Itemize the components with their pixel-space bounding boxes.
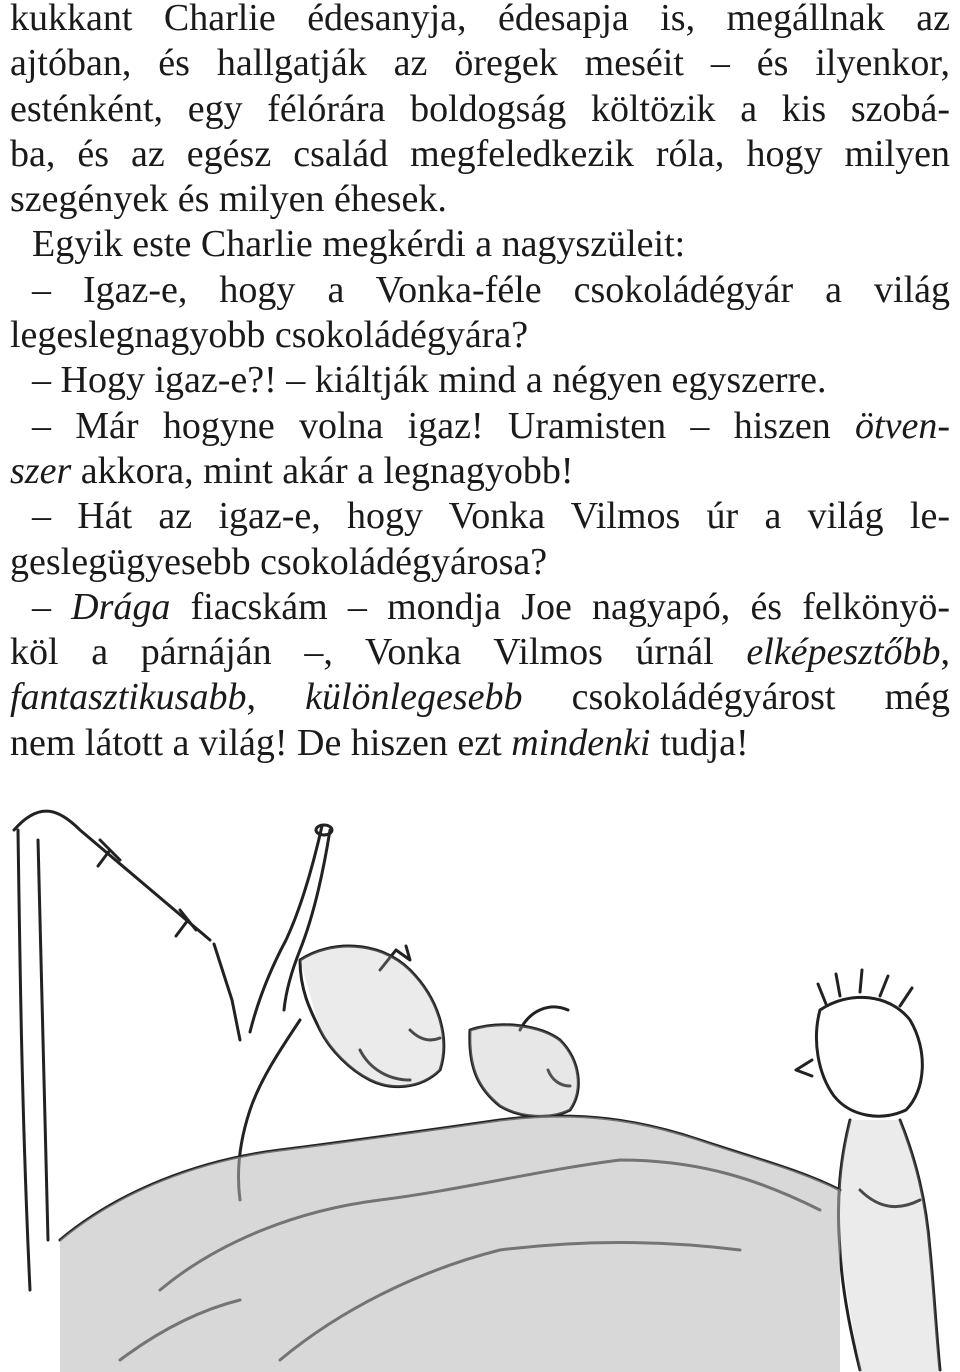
blanket-shading: [60, 1116, 840, 1372]
text-line: ajtóban, és hallgatják az öregek meséit – és ilyenkor,: [10, 42, 950, 85]
text-line: kukkant Charlie édesanyja, édesapja is, megállnak az: [10, 0, 950, 39]
dialogue-line: legeslegnagyobb csokoládégyára?: [10, 314, 529, 357]
bed-frame-post: [18, 830, 30, 1290]
text-line: szegények és milyen éhesek.: [10, 178, 447, 221]
dialogue-line: fantasztikusabb, különlegesebb csokoládégyárost még: [10, 676, 950, 719]
story-text: [10, 0, 950, 766]
charlie-head: [816, 997, 922, 1116]
text-line: Egyik este Charlie megkérdi a nagyszüleit:: [32, 223, 686, 266]
dialogue-line: köl a párnáján –, Vonka Vilmos úrnál elképesztőbb,: [10, 631, 950, 674]
bed-frame-rail: [14, 811, 210, 940]
dialogue-line: szer akkora, mint akár a legnagyobb!: [10, 449, 574, 492]
grandparents-bed-illustration: [0, 770, 960, 1372]
dialogue-line: – Hát az igaz-e, hogy Vonka Vilmos úr a világ le-: [32, 495, 950, 538]
text-line: ba, és az egész család megfeledkezik róla, hogy milyen: [10, 132, 950, 175]
dialogue-line: geslegügyesebb csokoládégyárosa?: [10, 540, 548, 583]
dialogue-line: – Hogy igaz-e?! – kiáltják mind a négyen egyszerre.: [32, 359, 827, 402]
dialogue-line: – Igaz-e, hogy a Vonka-féle csokoládégyár a világ: [32, 268, 950, 311]
dialogue-line: – Drága fiacskám – mondja Joe nagyapó, és felkönyö-: [32, 585, 950, 628]
dialogue-line: nem látott a világ! De hiszen ezt mindenki tudja!: [10, 721, 749, 764]
ink-sketch-drawing: [0, 770, 960, 1372]
dialogue-line: – Már hogyne volna igaz! Uramisten – hiszen ötven-: [32, 404, 950, 447]
text-line: esténként, egy félórára boldogság költözik a kis szobá-: [10, 87, 950, 130]
